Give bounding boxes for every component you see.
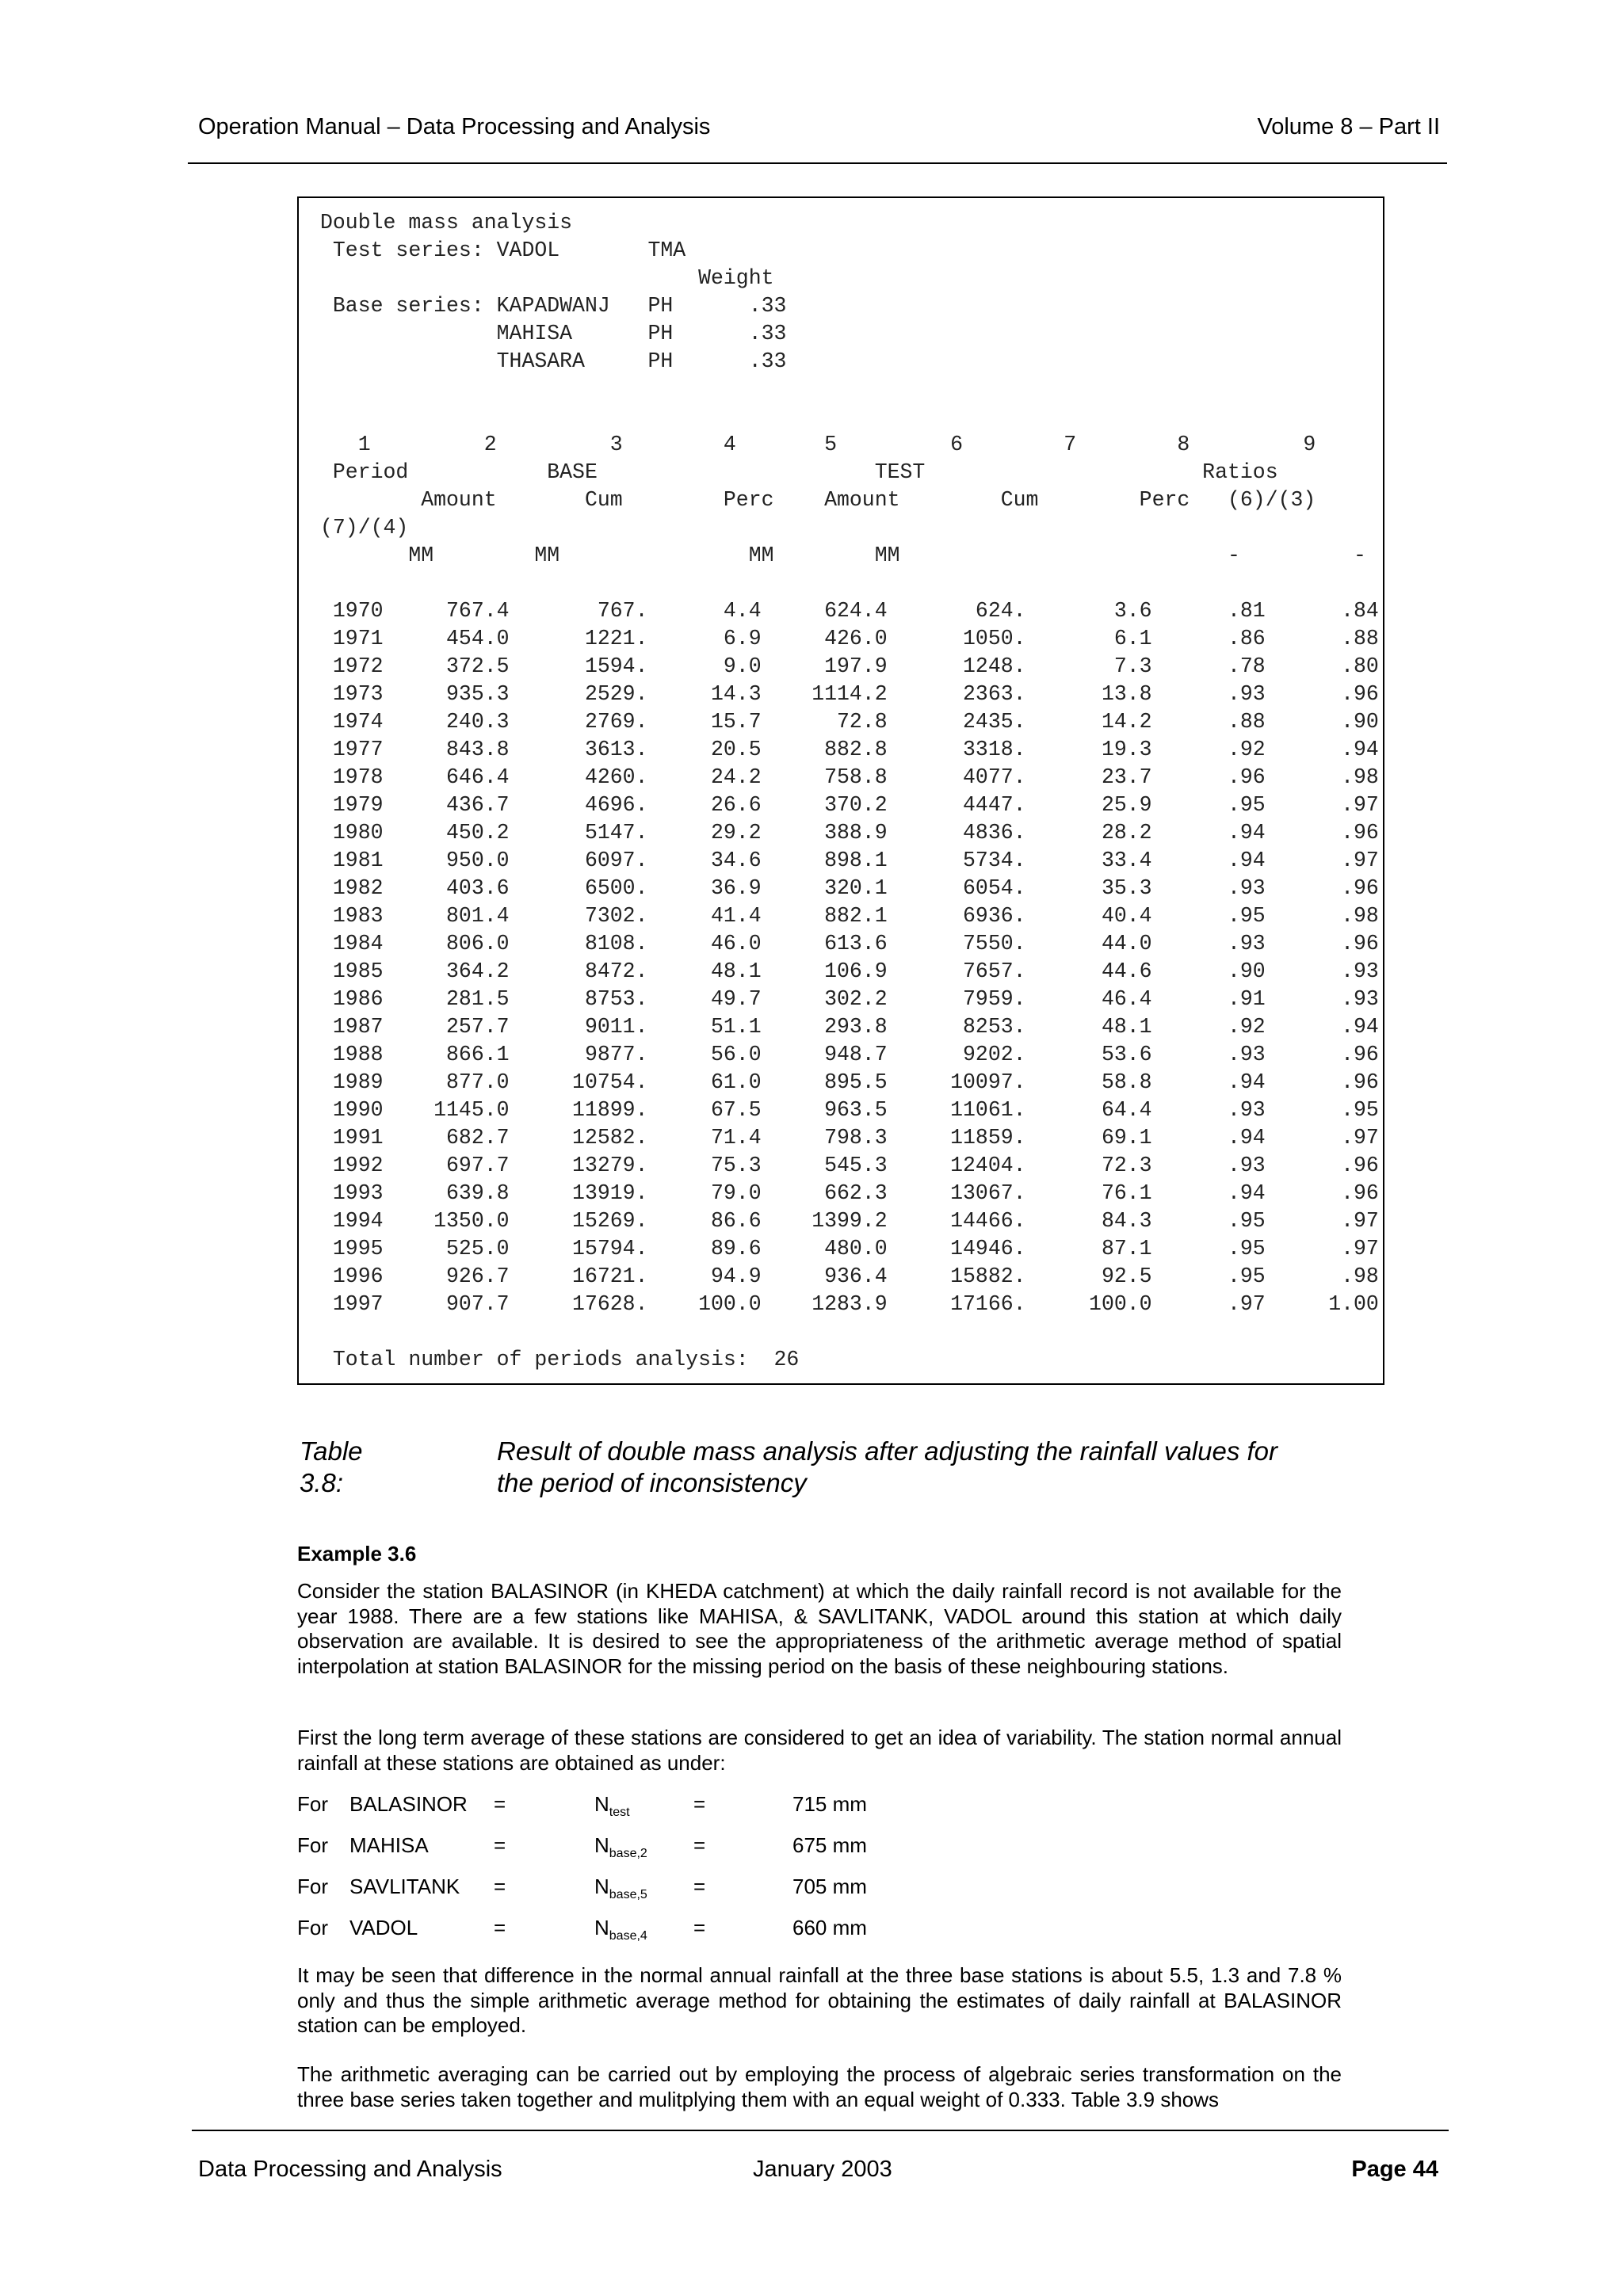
header-title: Operation Manual – Data Processing and Analysis — [198, 114, 711, 139]
table-row: 1978 646.4 4260. 24.2 758.8 4077. 23.7 .96 .98 — [332, 765, 1379, 789]
table-row: 1986 281.5 8753. 49.7 302.2 7959. 46.4 .91 .93 — [332, 987, 1379, 1011]
normal-value: 715 mm — [792, 1792, 867, 1816]
station-name: SAVLITANK — [349, 1875, 460, 1898]
normal-value: 705 mm — [792, 1875, 867, 1898]
row-for-label: For — [297, 1792, 328, 1816]
normal-subscript: base,5 — [609, 1888, 647, 1901]
station-name: BALASINOR — [349, 1792, 468, 1816]
equals-sign: = — [693, 1875, 706, 1898]
table-row: 1970 767.4 767. 4.4 624.4 624. 3.6 .81 .84 — [332, 599, 1379, 623]
table-row: 1991 682.7 12582. 71.4 798.3 11859. 69.1 .94 .97 — [332, 1126, 1379, 1150]
table-row: 1979 436.7 4696. 26.6 370.2 4447. 25.9 .95 .97 — [332, 793, 1379, 817]
normal-value: 675 mm — [792, 1833, 867, 1857]
footer-left: Data Processing and Analysis — [198, 2157, 502, 2182]
equals-sign: = — [693, 1792, 706, 1816]
paragraph-4: The arithmetic averaging can be carried out by employing the process of algebraic series transformation on the three base series taken together and mulitplying them with an equal weight of 0.333. Table 3.9 shows — [297, 2062, 1342, 2111]
page-header — [198, 111, 1440, 146]
equals-sign: = — [494, 1916, 506, 1939]
table-row: 1982 403.6 6500. 36.9 320.1 6054. 35.3 .93 .96 — [332, 876, 1379, 900]
equals-sign: = — [693, 1916, 706, 1939]
analysis-output-box — [297, 196, 1384, 1385]
caption-number: Table 3.8: — [300, 1436, 363, 1497]
normal-value: 660 mm — [792, 1916, 867, 1939]
normal-row — [297, 1792, 1010, 1824]
table-row: 1995 525.0 15794. 89.6 480.0 14946. 87.1 .95 .97 — [332, 1237, 1379, 1261]
station-name: MAHISA — [349, 1833, 429, 1857]
paragraph-3: It may be seen that difference in the normal annual rainfall at the three base stations is about 5.5, 1.3 and 7.8 % only and thus the simple arithmetic average method for obtaining the estimates of daily rainfall at BALASINOR station can be employed. — [297, 1963, 1342, 2037]
table-row: 1983 801.4 7302. 41.4 882.1 6936. 40.4 .95 .98 — [332, 904, 1379, 928]
table-row: 1985 364.2 8472. 48.1 106.9 7657. 44.6 .90 .93 — [332, 959, 1379, 983]
column-numbers: 1 2 3 4 5 6 7 8 9 — [357, 433, 1316, 456]
normal-subscript: test — [609, 1806, 630, 1819]
table-row: 1988 866.1 9877. 56.0 948.7 9202. 53.6 .93 .96 — [332, 1043, 1379, 1066]
normal-symbol: $N_{base,4}$ — [594, 1916, 647, 1943]
paragraph-2: First the long term average of these stations are considered to get an idea of variability. The station normal annual rainfall at these stations are obtained as under: — [297, 1726, 1342, 1775]
table-row: 1990 1145.0 11899. 67.5 963.5 11061. 64.4 .93 .95 — [332, 1098, 1379, 1122]
column-header: (7)/(4) — [320, 516, 409, 540]
row-for-label: For — [297, 1916, 328, 1939]
example-title: Example 3.6 — [297, 1542, 417, 1566]
equals-sign: = — [693, 1833, 706, 1857]
equals-sign: = — [494, 1833, 506, 1857]
normal-symbol: $N_{test}$ — [594, 1792, 630, 1819]
table-row: 1981 950.0 6097. 34.6 898.1 5734. 33.4 .94 .97 — [332, 849, 1379, 872]
row-for-label: For — [297, 1875, 328, 1898]
normal-row — [297, 1875, 1010, 1906]
header-volume: Volume 8 – Part II — [1257, 114, 1440, 139]
units-row: MM MM MM MM - - — [408, 543, 1366, 567]
column-header: Period BASE TEST Ratios — [332, 460, 1278, 484]
footer-date: January 2003 — [753, 2157, 892, 2182]
base-series-line: Base series: KAPADWANJ PH .33 — [332, 294, 787, 318]
base-series-line: THASARA PH .33 — [496, 349, 787, 373]
equals-sign: = — [494, 1792, 506, 1816]
table-row: 1977 843.8 3613. 20.5 882.8 3318. 19.3 .92 .94 — [332, 738, 1379, 761]
normal-subscript: base,2 — [609, 1847, 647, 1860]
normal-symbol: $N_{base,2}$ — [594, 1833, 647, 1860]
table-row: 1973 935.3 2529. 14.3 1114.2 2363. 13.8 .93 .96 — [332, 682, 1379, 706]
table-row: 1974 240.3 2769. 15.7 72.8 2435. 14.2 .88 .90 — [332, 710, 1379, 734]
table-row: 1987 257.7 9011. 51.1 293.8 8253. 48.1 .92 .94 — [332, 1015, 1379, 1039]
base-series-line: MAHISA PH .33 — [496, 322, 787, 345]
table-row: 1980 450.2 5147. 29.2 388.9 4836. 28.2 .94 .96 — [332, 821, 1379, 845]
table-row: 1992 697.7 13279. 75.3 545.3 12404. 72.3 .93 .96 — [332, 1154, 1379, 1177]
station-name: VADOL — [349, 1916, 418, 1939]
analysis-title: Double mass analysis — [320, 211, 573, 235]
table-row: 1996 926.7 16721. 94.9 936.4 15882. 92.5 .95 .98 — [332, 1264, 1379, 1288]
equals-sign: = — [494, 1875, 506, 1898]
table-row: 1993 639.8 13919. 79.0 662.3 13067. 76.1 .94 .96 — [332, 1181, 1379, 1205]
table-row: 1997 907.7 17628. 100.0 1283.9 17166. 100.0 .97 1.00 — [332, 1292, 1379, 1316]
weight-header: Weight — [698, 266, 774, 290]
footer-page-number: Page 44 — [1351, 2157, 1438, 2182]
table-row: 1972 372.5 1594. 9.0 197.9 1248. 7.3 .78 .80 — [332, 654, 1379, 678]
analysis-output-text — [320, 209, 1379, 1374]
header-rule — [188, 162, 1447, 164]
total-line: Total number of periods analysis: 26 — [332, 1348, 800, 1371]
table-row: 1984 806.0 8108. 46.0 613.6 7550. 44.0 .93 .96 — [332, 932, 1379, 955]
normal-symbol: $N_{base,5}$ — [594, 1875, 647, 1901]
column-header: Amount Cum Perc Amount Cum Perc (6)/(3) — [421, 488, 1316, 512]
table-row: 1971 454.0 1221. 6.9 426.0 1050. 6.1 .86 .88 — [332, 627, 1379, 650]
normal-subscript: base,4 — [609, 1929, 647, 1943]
footer-rule — [192, 2130, 1449, 2131]
table-row: 1989 877.0 10754. 61.0 895.5 10097. 58.8 .94 .96 — [332, 1070, 1379, 1094]
caption-text: Result of double mass analysis after adjusting the rainfall values for the period of inconsistency — [497, 1436, 1278, 1497]
table-row: 1994 1350.0 15269. 86.6 1399.2 14466. 84.3 .95 .97 — [332, 1209, 1379, 1233]
test-series-line: Test series: VADOL TMA — [332, 238, 686, 262]
row-for-label: For — [297, 1833, 328, 1857]
normal-row — [297, 1833, 1010, 1865]
normal-row — [297, 1916, 1010, 1947]
paragraph-1: Consider the station BALASINOR (in KHEDA catchment) at which the daily rainfall record is not available for the year 1988. There are a few stations like MAHISA, & SAVLITANK, VADOL around this station at which daily observation are available. It is desired to see the appropriateness of the arithmetic average method of spatial interpolation at station BALASINOR for the missing period on the basis of these neighbouring stations. — [297, 1579, 1342, 1678]
